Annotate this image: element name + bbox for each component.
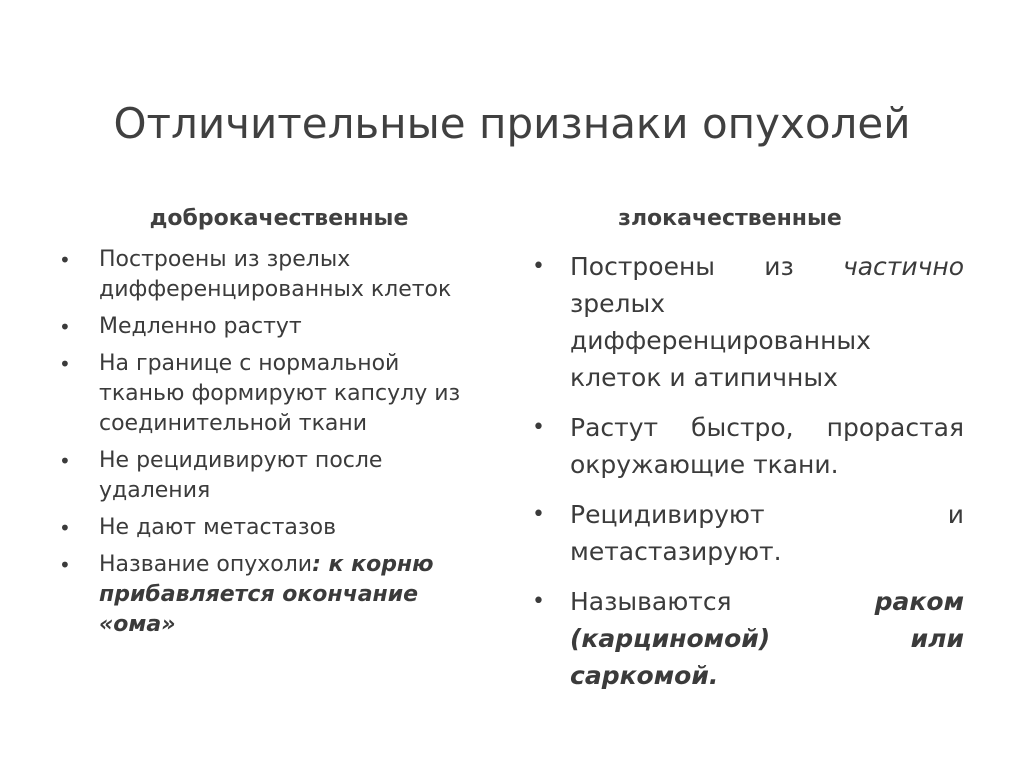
item-text-emphasis: или <box>910 624 964 653</box>
bullet: • <box>532 502 545 527</box>
item-text-emphasis: саркомой. <box>570 661 719 690</box>
bullet: • <box>59 553 71 577</box>
item-text-emphasis: : к корню прибавляется окончание «ома» <box>99 552 434 637</box>
item-text: На границе с нормальной тканью формируют капсулу из соединительной ткани <box>99 351 461 436</box>
item-text: Не рецидивируют после удаления <box>99 448 383 503</box>
malignant-header: злокачественные <box>618 206 842 231</box>
malignant-list <box>532 248 964 707</box>
benign-list <box>59 245 484 647</box>
list-item <box>59 550 484 640</box>
item-text: Построены <box>570 252 716 281</box>
item-text: Название опухоли <box>99 552 313 577</box>
item-text: Медленно растут <box>99 314 302 339</box>
list-item <box>532 409 964 483</box>
item-text: Растут быстро, прорастая <box>570 413 964 442</box>
item-text: Не дают метастазов <box>99 515 337 540</box>
bullet: • <box>532 589 545 614</box>
list-item <box>59 245 484 305</box>
item-text: Называются <box>570 587 732 616</box>
list-item <box>59 513 484 543</box>
item-text: из <box>764 252 794 281</box>
item-text-emphasis: раком <box>874 587 964 616</box>
item-line <box>570 620 964 657</box>
bullet: • <box>59 449 71 473</box>
bullet: • <box>59 315 71 339</box>
item-line <box>570 583 964 620</box>
bullet: • <box>532 415 545 440</box>
list-item <box>59 312 484 342</box>
item-text: Рецидивируют <box>570 500 765 529</box>
item-text: и <box>947 500 964 529</box>
bullet: • <box>59 516 71 540</box>
item-line <box>570 496 964 533</box>
list-item <box>532 583 964 694</box>
item-text-emphasis: (карциномой) <box>570 624 771 653</box>
item-line <box>570 248 964 285</box>
item-text: метастазируют. <box>570 537 782 566</box>
list-item <box>532 248 964 396</box>
bullet: • <box>59 352 71 376</box>
list-item <box>59 446 484 506</box>
list-item <box>59 349 484 439</box>
bullet: • <box>59 248 71 272</box>
bullet: • <box>532 254 545 279</box>
list-item <box>532 496 964 570</box>
item-text: Построены из зрелых дифференцированных клеток <box>99 247 452 302</box>
item-text: окружающие ткани. <box>570 450 839 479</box>
item-text-italic: частично <box>842 252 964 281</box>
item-text: зрелых дифференцированных клеток и атипичных <box>570 289 871 392</box>
benign-header: доброкачественные <box>149 206 409 231</box>
page-title: Отличительные признаки опухолей <box>113 99 911 149</box>
